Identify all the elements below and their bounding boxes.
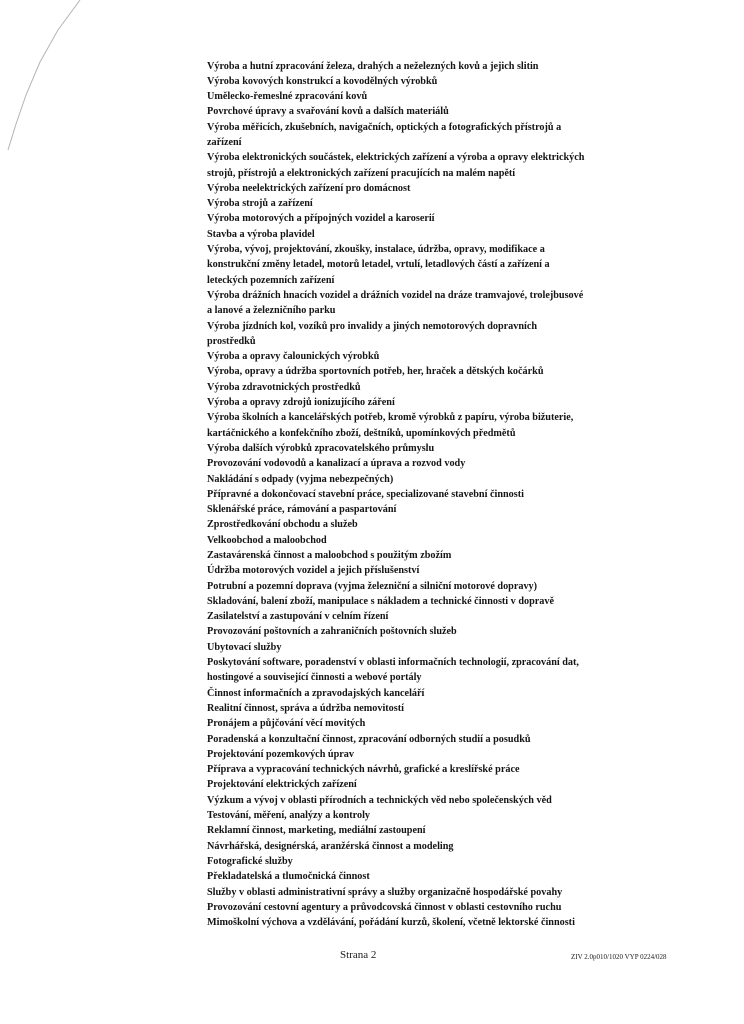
activity-item xyxy=(207,502,667,517)
activity-item xyxy=(207,104,667,119)
activity-item xyxy=(207,747,667,762)
activity-item xyxy=(207,885,667,900)
activity-item xyxy=(207,716,667,731)
activity-line: Povrchové úpravy a svařování kovů a dalších materiálů xyxy=(207,106,449,118)
activity-line: Návrhářská, designérská, aranžérská činnost a modeling xyxy=(207,840,454,852)
activity-line: Služby v oblasti administrativní správy a služby organizačně hospodářské povahy xyxy=(207,886,563,898)
activity-item xyxy=(207,624,667,639)
activity-item xyxy=(207,900,667,915)
activity-item xyxy=(207,242,667,288)
activity-item xyxy=(207,869,667,884)
activity-line: Velkoobchod a maloobchod xyxy=(207,534,327,546)
activity-item xyxy=(207,364,667,379)
activity-line: Mimoškolní výchova a vzdělávání, pořádání kurzů, školení, včetně lektorské činnosti xyxy=(207,917,575,929)
activity-item xyxy=(207,410,667,441)
activity-item xyxy=(207,120,667,151)
activity-line: Zprostředkování obchodu a služeb xyxy=(207,519,358,531)
activity-line: Pronájem a půjčování věcí movitých xyxy=(207,718,366,730)
activity-line: Poradenská a konzultační činnost, zpracování odborných studií a posudků xyxy=(207,733,531,745)
page-number: Strana 2 xyxy=(340,949,377,961)
activity-item xyxy=(207,211,667,226)
activity-line: Příprava a vypracování technických návrhů, grafické a kreslířské práce xyxy=(207,764,520,776)
activity-item xyxy=(207,456,667,471)
activity-line: Činnost informačních a zpravodajských kanceláří xyxy=(207,687,425,699)
activity-line: Testování, měření, analýzy a kontroly xyxy=(207,810,371,822)
activity-line: hostingové a související činnosti a webové portály xyxy=(207,672,422,684)
activity-line: Výroba kovových konstrukcí a kovodělných výrobků xyxy=(207,75,438,87)
activity-line: Výroba zdravotnických prostředků xyxy=(207,381,361,393)
activity-line: Ubytovací služby xyxy=(207,641,282,653)
activity-item xyxy=(207,395,667,410)
activity-item xyxy=(207,517,667,532)
activity-line: Potrubní a pozemní doprava (vyjma železniční a silniční motorové dopravy) xyxy=(207,580,538,592)
activity-item xyxy=(207,915,667,930)
activity-line: Stavba a výroba plavidel xyxy=(207,228,315,240)
activity-line: Výroba motorových a přípojných vozidel a karoserií xyxy=(207,213,435,225)
activity-line: Výroba jízdních kol, vozíků pro invalidy a jiných nemotorových dopravních xyxy=(207,320,538,332)
activity-item xyxy=(207,594,667,609)
activity-item xyxy=(207,732,667,747)
activity-item xyxy=(207,181,667,196)
activity-item xyxy=(207,777,667,792)
activity-line: Výroba školních a kancelářských potřeb, kromě výrobků z papíru, výroba bižuterie, xyxy=(207,412,574,424)
activity-line: Nakládání s odpady (vyjma nebezpečných) xyxy=(207,473,394,485)
activity-item xyxy=(207,227,667,242)
activity-line: Výroba a hutní zpracování železa, drahých a neželezných kovů a jejich slitin xyxy=(207,60,539,72)
activity-item xyxy=(207,823,667,838)
activity-item xyxy=(207,609,667,624)
activity-item xyxy=(207,533,667,548)
activity-line: Reklamní činnost, marketing, mediální zastoupení xyxy=(207,825,426,837)
activity-line: Výroba, vývoj, projektování, zkoušky, instalace, údržba, opravy, modifikace a xyxy=(207,244,545,256)
activity-item xyxy=(207,655,667,686)
business-activity-list xyxy=(207,59,667,931)
activity-item xyxy=(207,59,667,74)
activity-line: Výroba neelektrických zařízení pro domácnost xyxy=(207,182,411,194)
activity-item xyxy=(207,563,667,578)
activity-line: konstrukční změny letadel, motorů letadel, vrtulí, letadlových částí a zařízení a xyxy=(207,259,550,271)
activity-line: Zasilatelství a zastupování v celním řízení xyxy=(207,611,389,623)
activity-line: Výroba a opravy čalounických výrobků xyxy=(207,351,380,363)
activity-item xyxy=(207,472,667,487)
activity-item xyxy=(207,839,667,854)
activity-item xyxy=(207,441,667,456)
activity-line: Fotografické služby xyxy=(207,855,293,867)
activity-line: prostředků xyxy=(207,335,256,347)
activity-line: Údržba motorových vozidel a jejich příslušenství xyxy=(207,565,420,577)
activity-line: Výroba drážních hnacích vozidel a drážních vozidel na dráze tramvajové, trolejbusové xyxy=(207,289,584,301)
activity-line: Provozování vodovodů a kanalizací a úprava a rozvod vody xyxy=(207,458,466,470)
activity-line: Provozování poštovních a zahraničních poštovních služeb xyxy=(207,626,457,638)
activity-line: Projektování elektrických zařízení xyxy=(207,779,357,791)
activity-item xyxy=(207,548,667,563)
activity-item xyxy=(207,349,667,364)
activity-line: Umělecko-řemeslné zpracování kovů xyxy=(207,91,368,103)
activity-line: Výroba strojů a zařízení xyxy=(207,198,313,210)
activity-item xyxy=(207,196,667,211)
activity-item xyxy=(207,579,667,594)
activity-line: Výzkum a vývoj v oblasti přírodních a technických věd nebo společenských věd xyxy=(207,794,552,806)
activity-item xyxy=(207,380,667,395)
activity-line: Výroba a opravy zdrojů ionizujícího záření xyxy=(207,397,395,409)
activity-line: strojů, přístrojů a elektronických zařízení pracujících na malém napětí xyxy=(207,167,516,179)
activity-line: a lanové a železničního parku xyxy=(207,305,336,317)
activity-item xyxy=(207,701,667,716)
activity-item xyxy=(207,854,667,869)
activity-item xyxy=(207,487,667,502)
activity-line: leteckých pozemních zařízení xyxy=(207,274,335,286)
activity-item xyxy=(207,319,667,350)
activity-line: Projektování pozemkových úprav xyxy=(207,748,354,760)
activity-item xyxy=(207,89,667,104)
scan-artifact-line xyxy=(0,0,100,160)
activity-line: Poskytování software, poradenství v oblasti informačních technologií, zpracování dat, xyxy=(207,657,579,669)
document-code: ZIV 2.0p010/1020 VYP 0224/028 xyxy=(571,953,667,961)
activity-line: Výroba dalších výrobků zpracovatelského průmyslu xyxy=(207,442,435,454)
activity-item xyxy=(207,793,667,808)
activity-line: Zastavárenská činnost a maloobchod s použitým zbožím xyxy=(207,550,452,561)
activity-line: Realitní činnost, správa a údržba nemovitostí xyxy=(207,702,404,714)
activity-line: Sklenářské práce, rámování a paspartování xyxy=(207,504,397,516)
activity-line: Skladování, balení zboží, manipulace s nákladem a technické činnosti v dopravě xyxy=(207,595,554,607)
activity-item xyxy=(207,150,667,181)
activity-line: Překladatelská a tlumočnická činnost xyxy=(207,871,370,883)
activity-line: zařízení xyxy=(207,136,242,148)
activity-line: Výroba měřicích, zkušebních, navigačních, optických a fotografických přístrojů a xyxy=(207,121,562,133)
activity-item xyxy=(207,762,667,777)
activity-item xyxy=(207,808,667,823)
activity-line: Výroba, opravy a údržba sportovních potřeb, her, hraček a dětských kočárků xyxy=(207,366,544,378)
activity-line: kartáčnického a konfekčního zboží, deštníků, upomínkových předmětů xyxy=(207,427,516,439)
activity-item xyxy=(207,288,667,319)
activity-item xyxy=(207,74,667,89)
activity-item xyxy=(207,686,667,701)
activity-line: Přípravné a dokončovací stavební práce, specializované stavební činnosti xyxy=(207,488,524,500)
activity-item xyxy=(207,640,667,655)
activity-line: Výroba elektronických součástek, elektrických zařízení a výroba a opravy elektrických xyxy=(207,152,585,164)
activity-line: Provozování cestovní agentury a průvodcovská činnost v oblasti cestovního ruchu xyxy=(207,901,562,913)
